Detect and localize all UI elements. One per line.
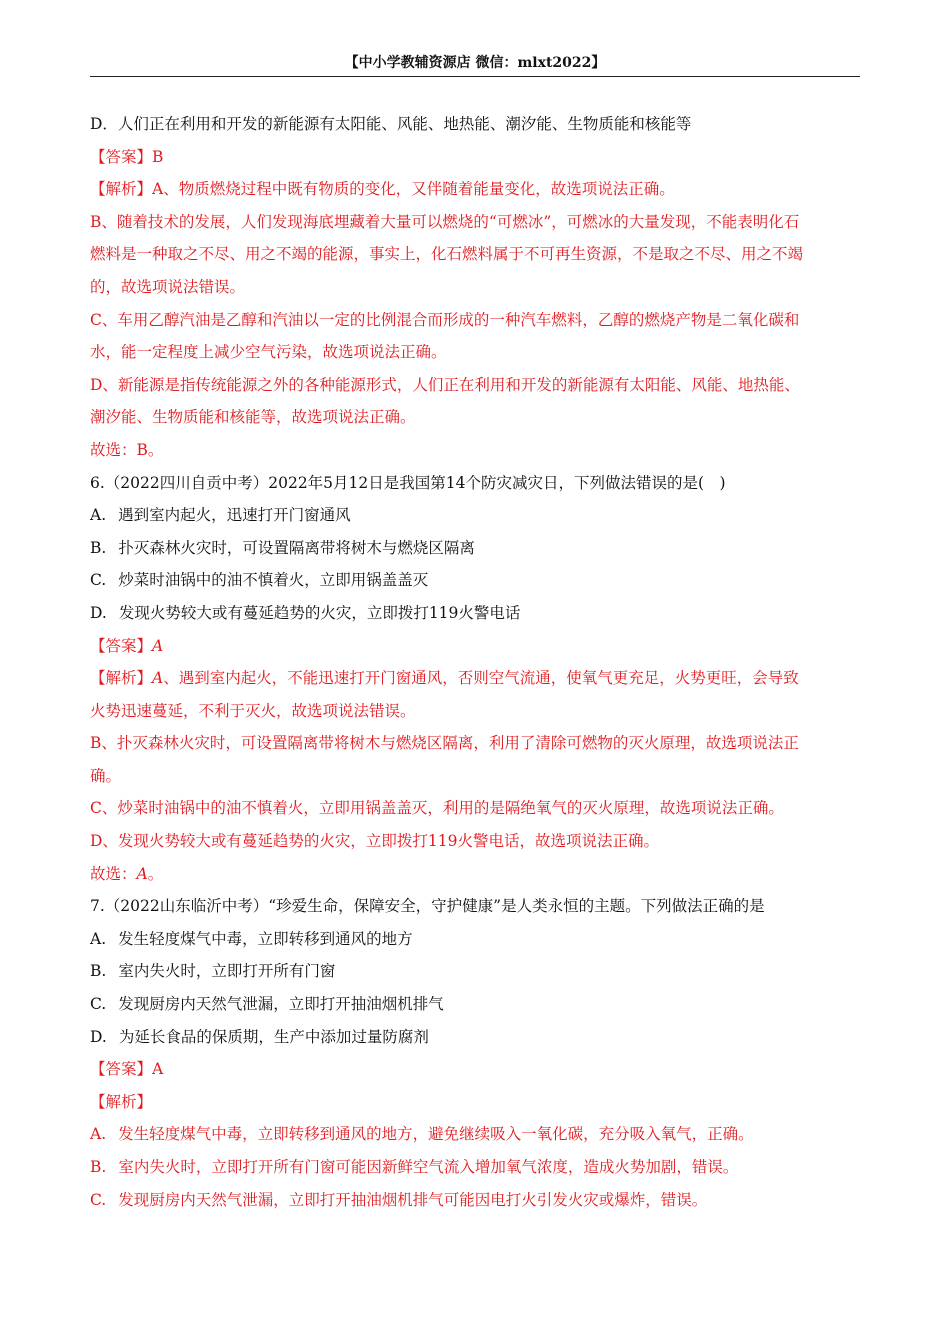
q7-analysis-b — [90, 1151, 862, 1184]
q6-analysis-d: D、发现火势较大或有蔓延趋势的火灾，立即拨打119火警电话，故选项说法正确。 — [90, 832, 660, 851]
answer-value: A — [152, 1060, 164, 1079]
q6-option-a — [90, 499, 862, 532]
analysis-text: 室内失火时，立即打开所有门窗可能因新鲜空气流入增加氧气浓度，造成火势加剧，错误。 — [118, 1158, 739, 1176]
q5-analysis-b-line3: 的，故选项说法错误。 — [90, 277, 246, 296]
q7-option-d — [90, 1021, 862, 1054]
option-text: 扑灭森林火灾时，可设置隔离带将树木与燃烧区隔离 — [118, 538, 475, 557]
q5-analysis-b-line2: 燃料是一种取之不尽、用之不竭的能源，事实上，化石燃料属于不可再生资源，不是取之不尽、用之不竭 — [90, 245, 804, 264]
conclusion-letter: A — [136, 864, 148, 883]
analysis-letter: C. — [90, 1190, 107, 1209]
q5-analysis-b-line1: B、随着技术的发展，人们发现海底埋藏着大量可以燃烧的“可燃冰”，可燃冰的大量发现，不能表明化石 — [90, 212, 800, 231]
option-text: 为延长食品的保质期，生产中添加过量防腐剂 — [118, 1027, 429, 1046]
analysis-text: 发现厨房内天然气泄漏，立即打开抽油烟机排气可能因电打火引发火灾或爆炸，错误。 — [118, 1190, 708, 1209]
analysis-tag: 【解析】 — [90, 669, 153, 688]
q6-option-b — [90, 532, 862, 565]
option-text: 发现火势较大或有蔓延趋势的火灾，立即拨打119火警电话 — [118, 603, 521, 622]
q6-analysis-c: C、炒菜时油锅中的油不慎着火，立即用锅盖盖灭，利用的是隔绝氧气的灭火原理，故选项说法正确。 — [90, 799, 784, 818]
page-header: 【中小学教辅资源店 微信：mlxt2022】 — [344, 55, 606, 71]
analysis-letter: B. — [90, 1158, 107, 1176]
q7-stem: 7.（2022山东临沂中考）“珍爱生命，保障安全，守护健康”是人类永恒的主题。下列做法正确的是 — [90, 897, 765, 916]
conclusion-suffix: 。 — [147, 864, 164, 883]
option-letter: C. — [90, 995, 107, 1014]
analysis-text: 、遇到室内起火，不能迅速打开门窗通风，否则空气流通，使氧气更充足，火势更旺，会导致 — [163, 669, 799, 688]
conclusion-prefix: 故选： — [90, 864, 137, 883]
q7-answer — [90, 1053, 862, 1086]
document-body — [90, 108, 862, 1216]
q7-analysis-a — [90, 1118, 862, 1151]
q7-option-b — [90, 955, 862, 988]
option-letter: A. — [90, 506, 107, 525]
q7-analysis-tag: 【解析】 — [90, 1092, 153, 1111]
answer-tag: 【答案】 — [90, 147, 153, 166]
q7-option-c — [90, 988, 862, 1021]
option-text: 炒菜时油锅中的油不慎着火，立即用锅盖盖灭 — [118, 571, 429, 590]
q7-option-a — [90, 923, 862, 956]
q6-analysis-b-line2: 确。 — [90, 766, 122, 785]
q5-analysis-d-line2: 潮汐能、生物质能和核能等，故选项说法正确。 — [90, 408, 416, 427]
analysis-letter: A — [152, 669, 164, 688]
answer-value: A — [152, 636, 164, 655]
q5-analysis-c-line1: C、车用乙醇汽油是乙醇和汽油以一定的比例混合而形成的一种汽车燃料，乙醇的燃烧产物是二氧化碳和 — [90, 310, 800, 329]
analysis-tag: 【解析】 — [90, 180, 153, 199]
answer-tag: 【答案】 — [90, 636, 153, 655]
header-divider — [90, 76, 860, 77]
analysis-text: 发生轻度煤气中毒，立即转移到通风的地方，避免继续吸入一氧化碳，充分吸入氧气，正确。 — [118, 1125, 754, 1144]
option-letter: D. — [90, 603, 107, 622]
option-letter: C. — [90, 571, 107, 590]
analysis-text: A、物质燃烧过程中既有物质的变化，又伴随着能量变化，故选项说法正确。 — [152, 180, 675, 199]
option-letter: B. — [90, 962, 107, 981]
q5-conclusion: 故选：B。 — [90, 440, 164, 459]
analysis-letter: A. — [90, 1125, 107, 1144]
q6-analysis-a-line2: 火势迅速蔓延，不利于灭火，故选项说法错误。 — [90, 701, 416, 720]
q7-analysis-c — [90, 1184, 862, 1217]
q6-analysis-b-line1: B、扑灭森林火灾时，可设置隔离带将树木与燃烧区隔离，利用了清除可燃物的灭火原理，故选项说法正 — [90, 734, 799, 753]
q6-analysis-a-line1 — [90, 662, 862, 695]
q5-analysis-c-line2: 水，能一定程度上减少空气污染，故选项说法正确。 — [90, 343, 447, 362]
answer-tag: 【答案】 — [90, 1060, 153, 1079]
q5-answer — [90, 141, 862, 174]
q5-analysis-a — [90, 173, 862, 206]
option-letter: A. — [90, 929, 107, 948]
option-text: 遇到室内起火，迅速打开门窗通风 — [118, 506, 351, 525]
q6-option-d — [90, 597, 862, 630]
q5-option-d: D．人们正在利用和开发的新能源有太阳能、风能、地热能、潮汐能、生物质能和核能等 — [90, 115, 692, 133]
q6-stem: 6.（2022四川自贡中考）2022年5月12日是我国第14个防灾减灾日，下列做法错误的是( ) — [90, 473, 726, 492]
option-letter: D. — [90, 1027, 107, 1046]
q6-answer — [90, 630, 862, 663]
q5-analysis-d-line1: D、新能源是指传统能源之外的各种能源形式，人们正在利用和开发的新能源有太阳能、风能、地热能、 — [90, 375, 800, 394]
q6-conclusion — [90, 858, 862, 891]
option-text: 室内失火时，立即打开所有门窗 — [118, 962, 336, 981]
option-text: 发生轻度煤气中毒，立即转移到通风的地方 — [118, 929, 413, 948]
answer-value: B — [152, 147, 164, 166]
q6-option-c — [90, 564, 862, 597]
option-letter: B. — [90, 538, 107, 557]
option-text: 发现厨房内天然气泄漏，立即打开抽油烟机排气 — [118, 995, 444, 1014]
